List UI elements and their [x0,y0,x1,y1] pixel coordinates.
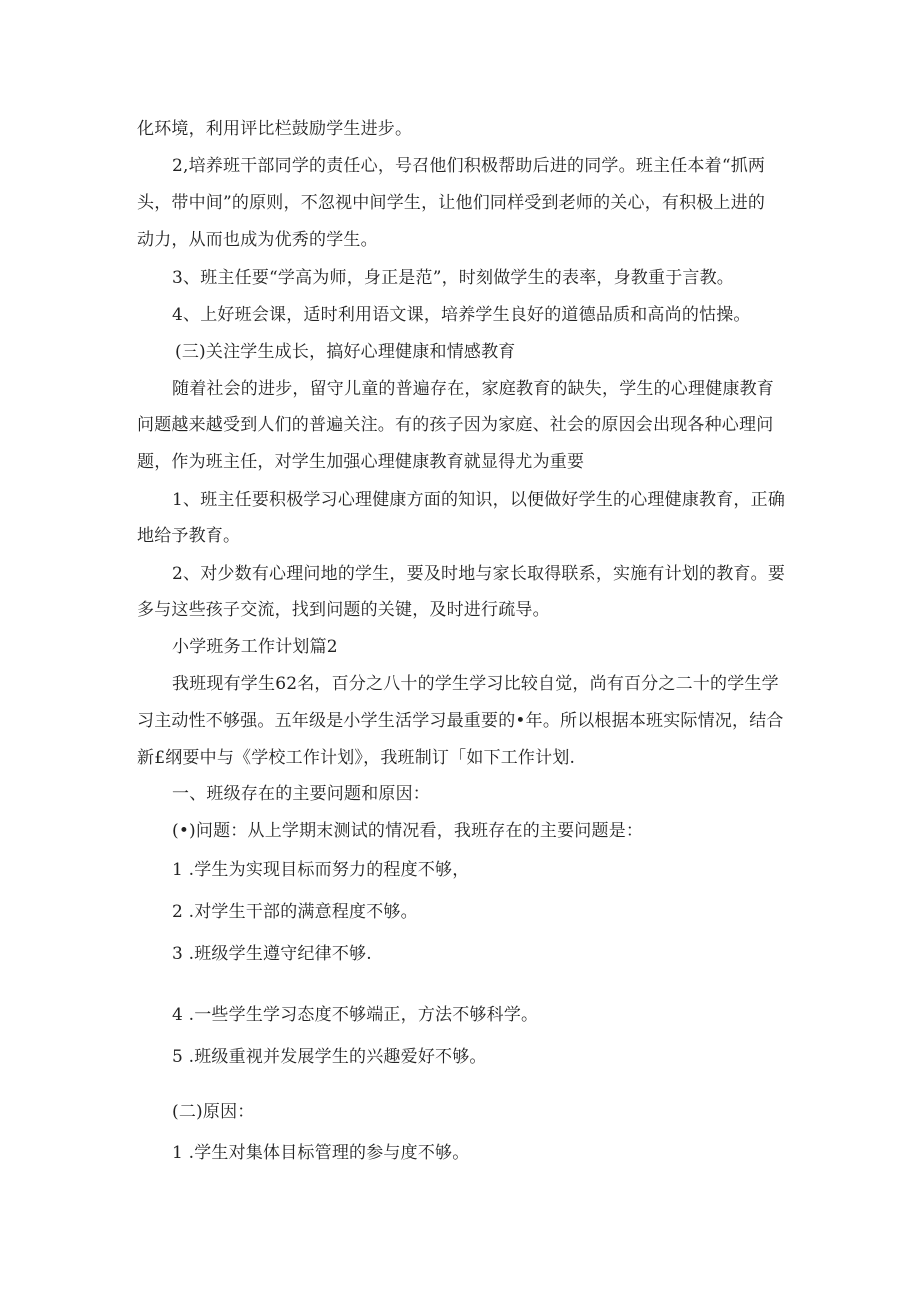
list-item: 4 .一些学生学习态度不够端正，方法不够科学。 [172,1005,539,1025]
list-item: 1 .学生为实现目标而努力的程度不够， [172,860,470,880]
list-item: 3 .班级学生遵守纪律不够. [172,944,372,964]
text-line: 2,培养班干部同学的责任心，号召他们积极帮助后进的同学。班主任本着“抓两 [172,156,766,176]
list-item: 1 .学生对集体目标管理的参与度不够。 [172,1143,470,1163]
text-line: 我班现有学生62名，百分之八十的学生学习比较自觉，尚有百分之二十的学生学 [172,674,779,694]
plan-title: 小学班务工作计划篇2 [172,637,338,657]
text-line: 地给予教育。 [137,526,241,546]
text-line: 1、班主任要积极学习心理健康方面的知识，以便做好学生的心理健康教育，正确 [172,490,786,510]
text-line: 新£纲要中与《学校工作计划》，我班制订「如下工作计划. [137,748,576,768]
text-line: 问题越来越受到人们的普遍关注。有的孩子因为家庭、社会的原因会出现各种心理问 [137,415,774,435]
text-line: 2、对少数有心理问地的学生，要及时地与家长取得联系，实施有计划的教育。要 [172,564,786,584]
text-line: 习主动性不够强。五年级是小学生活学习最重要的•年。所以根据本班实际情况，结合 [137,711,784,731]
subsection-heading: (二)原因： [172,1102,255,1122]
text-line: 化环境，利用评比栏鼓励学生进步。 [137,119,413,139]
section-heading: 一、班级存在的主要问题和原因： [172,784,430,804]
list-item: 5 .班级重视并发展学生的兴趣爱好不够。 [172,1047,487,1067]
text-line: 随着社会的进步，留守儿童的普遍存在，家庭教育的缺失，学生的心理健康教育 [172,379,774,399]
section-heading: (三)关注学生成长，搞好心理健康和情感教育 [175,342,516,362]
subsection-heading: (•)问题：从上学期末测试的情况看，我班存在的主要问题是： [172,821,644,841]
text-line: 头，带中间”的原则，不忽视中间学生，让他们同样受到老师的关心，有积极上进的 [137,193,766,213]
text-line: 4、上好班会课，适时利用语文课，培养学生良好的道德品质和高尚的怙操。 [172,305,751,325]
text-line: 题，作为班主任，对学生加强心理健康教育就显得尤为重要 [137,452,585,472]
text-line: 3、班主任要“学高为师，身正是范”，时刻做学生的表率，身教重于言教。 [172,268,734,288]
text-line: 动力，从而也成为优秀的学生。 [137,230,378,250]
list-item: 2 .对学生干部的满意程度不够。 [172,902,418,922]
text-line: 多与这些孩子交流，找到问题的关键，及时进行疏导。 [137,600,550,620]
